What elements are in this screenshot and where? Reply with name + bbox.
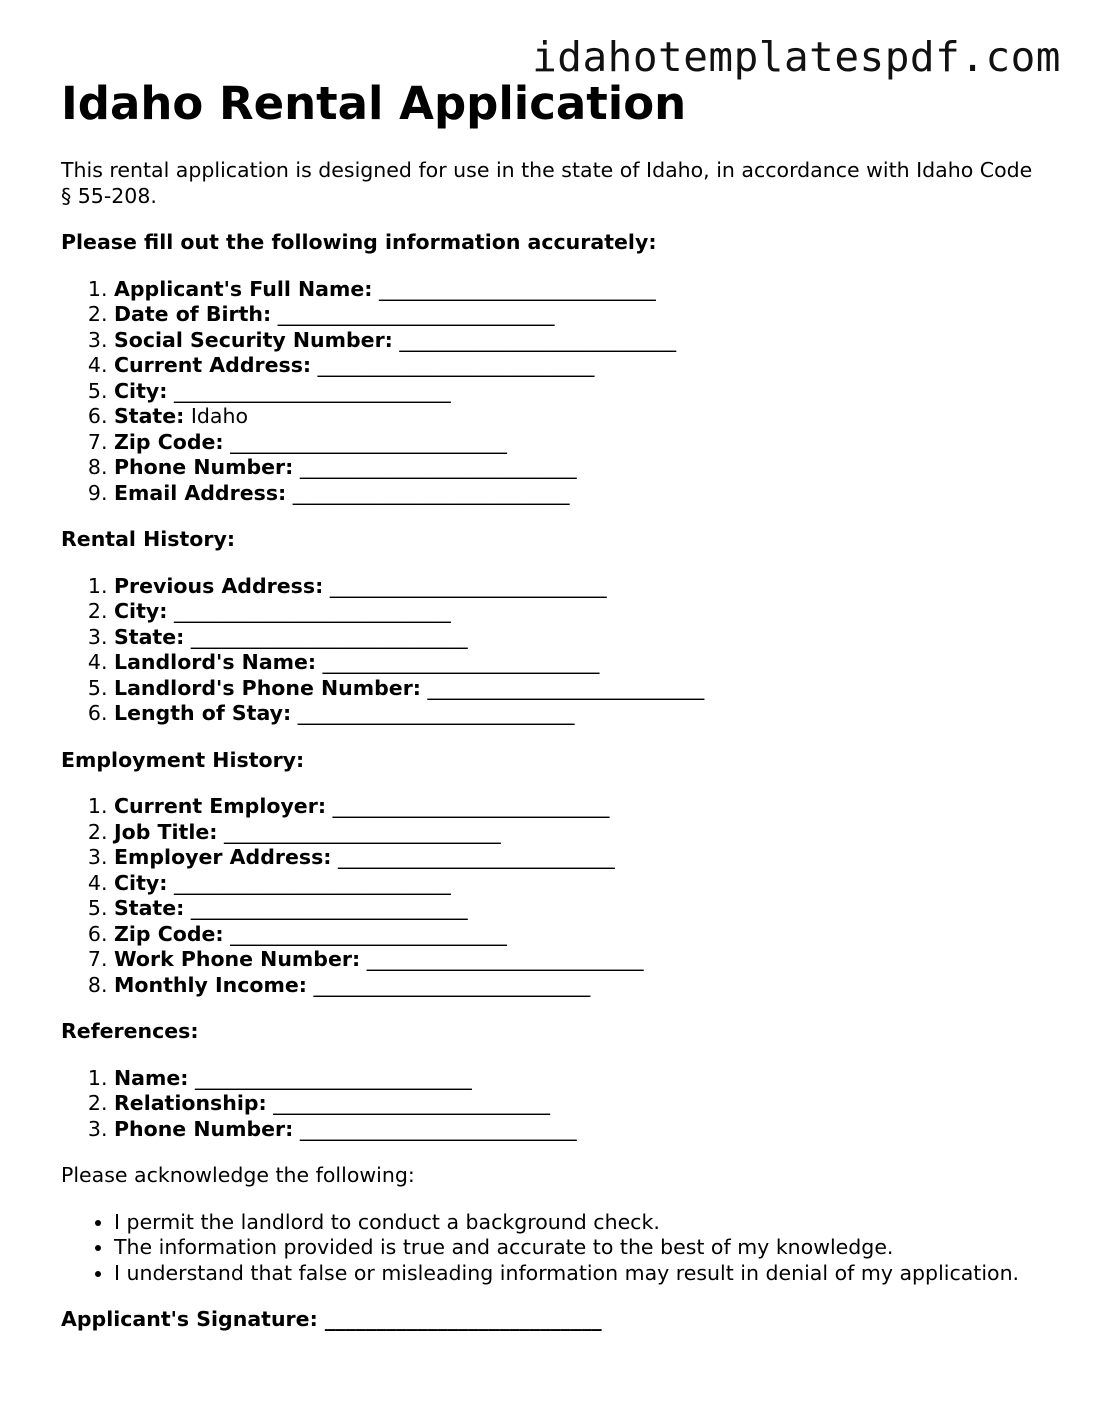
document-page <box>61 76 1033 1333</box>
field-label: Date of Birth: <box>114 302 272 326</box>
field-label: State: <box>114 896 185 920</box>
field-employer-address <box>114 845 1033 871</box>
field-blank[interactable]: ___________________________ <box>399 327 677 352</box>
field-label: Employer Address: <box>114 845 332 869</box>
field-label: City: <box>114 599 168 623</box>
field-label: Phone Number: <box>114 455 294 479</box>
field-monthly-income <box>114 973 1033 999</box>
field-email-address <box>114 481 1033 507</box>
applicant-info-list <box>61 277 1033 507</box>
field-blank[interactable]: ___________________________ <box>224 819 501 844</box>
field-label: Current Address: <box>114 353 312 377</box>
field-blank[interactable]: ___________________________ <box>317 353 595 377</box>
field-phone-number <box>114 455 1033 481</box>
signature-label: Applicant's Signature: <box>61 1307 318 1331</box>
field-blank[interactable]: ___________________________ <box>190 624 468 649</box>
field-date-of-birth <box>114 302 1033 328</box>
signature-blank[interactable]: ___________________________ <box>324 1307 602 1331</box>
field-label: Previous Address: <box>114 573 324 598</box>
field-city <box>114 871 1033 897</box>
references-heading: References: <box>61 1019 199 1043</box>
field-label: City: <box>114 870 168 895</box>
field-label: State: <box>114 624 185 649</box>
signature-line <box>61 1307 1033 1333</box>
field-landlord-phone <box>114 676 1033 702</box>
field-state <box>114 896 1033 922</box>
field-reference-relationship <box>114 1091 1033 1117</box>
references-list <box>61 1066 1033 1143</box>
field-length-of-stay <box>114 701 1033 727</box>
field-label: State: <box>114 404 185 428</box>
field-label: Monthly Income: <box>114 972 307 997</box>
field-label: Email Address: <box>114 480 287 505</box>
field-blank[interactable]: ___________________________ <box>292 480 570 505</box>
field-blank[interactable]: ___________________________ <box>332 794 610 818</box>
watermark: idahotemplatespdf.com <box>532 33 1061 81</box>
applicant-info-heading: Please fill out the following information accurately: <box>61 230 657 254</box>
field-blank[interactable]: ___________________________ <box>277 302 555 326</box>
field-blank[interactable]: ___________________________ <box>173 870 451 895</box>
field-label: Job Title: <box>114 819 218 844</box>
field-label: Work Phone Number: <box>114 947 361 971</box>
field-blank[interactable]: ___________________________ <box>230 429 507 454</box>
field-blank[interactable]: ___________________________ <box>190 896 468 920</box>
field-blank[interactable]: ___________________________ <box>299 455 577 479</box>
acknowledgement-intro: Please acknowledge the following: <box>61 1163 415 1187</box>
acknowledgement-item: • The information provided is true and accurate to the best of my knowledge. <box>114 1235 1033 1261</box>
field-landlord-name <box>114 650 1033 676</box>
field-applicant-full-name <box>114 277 1033 303</box>
rental-history-heading: Rental History: <box>61 527 236 551</box>
field-work-phone <box>114 947 1033 973</box>
field-blank[interactable]: ___________________________ <box>379 276 656 301</box>
field-blank[interactable]: ___________________________ <box>427 675 705 700</box>
field-label: Zip Code: <box>114 921 224 946</box>
field-job-title <box>114 820 1033 846</box>
field-label: Phone Number: <box>114 1116 294 1141</box>
field-blank[interactable]: ___________________________ <box>313 972 591 997</box>
field-blank[interactable]: ___________________________ <box>273 1091 551 1115</box>
field-label: Landlord's Phone Number: <box>114 675 422 700</box>
field-state <box>114 625 1033 651</box>
rental-history-list <box>61 574 1033 727</box>
field-previous-address <box>114 574 1033 600</box>
field-label: Name: <box>114 1065 189 1090</box>
field-blank[interactable]: ___________________________ <box>338 845 615 869</box>
field-blank[interactable]: ___________________________ <box>329 573 607 598</box>
employment-history-list <box>61 794 1033 998</box>
field-current-employer <box>114 794 1033 820</box>
intro-paragraph: This rental application is designed for use in the state of Idaho, in accordance with Idaho Code § 55-208. <box>61 158 1033 208</box>
acknowledgement-item: • I understand that false or misleading information may result in denial of my application. <box>114 1261 1033 1287</box>
field-blank[interactable]: ___________________________ <box>173 599 451 623</box>
field-reference-name <box>114 1066 1033 1092</box>
field-label: Relationship: <box>114 1091 267 1115</box>
acknowledgement-list <box>61 1210 1033 1287</box>
field-blank[interactable]: ___________________________ <box>322 650 600 674</box>
field-value: Idaho <box>190 404 248 428</box>
field-label: City: <box>114 378 168 403</box>
field-label: Current Employer: <box>114 794 327 818</box>
employment-history-heading: Employment History: <box>61 747 305 772</box>
field-reference-phone <box>114 1117 1033 1143</box>
field-blank[interactable]: ___________________________ <box>297 701 575 725</box>
field-label: Length of Stay: <box>114 701 292 725</box>
field-zip-code <box>114 430 1033 456</box>
field-current-address <box>114 353 1033 379</box>
field-ssn <box>114 328 1033 354</box>
field-blank[interactable]: ___________________________ <box>173 378 451 403</box>
field-blank[interactable]: ___________________________ <box>194 1065 472 1090</box>
field-state <box>114 404 1033 430</box>
field-label: Applicant's Full Name: <box>114 276 373 301</box>
acknowledgement-item: • I permit the landlord to conduct a background check. <box>114 1210 1033 1236</box>
field-label: Zip Code: <box>114 429 224 454</box>
field-city <box>114 379 1033 405</box>
field-label: Landlord's Name: <box>114 650 317 674</box>
field-label: Social Security Number: <box>114 327 393 352</box>
field-zip-code <box>114 922 1033 948</box>
field-blank[interactable]: ___________________________ <box>366 947 644 971</box>
page-title: Idaho Rental Application <box>61 77 687 130</box>
field-blank[interactable]: ___________________________ <box>230 921 507 946</box>
field-city <box>114 599 1033 625</box>
field-blank[interactable]: ___________________________ <box>299 1116 577 1141</box>
